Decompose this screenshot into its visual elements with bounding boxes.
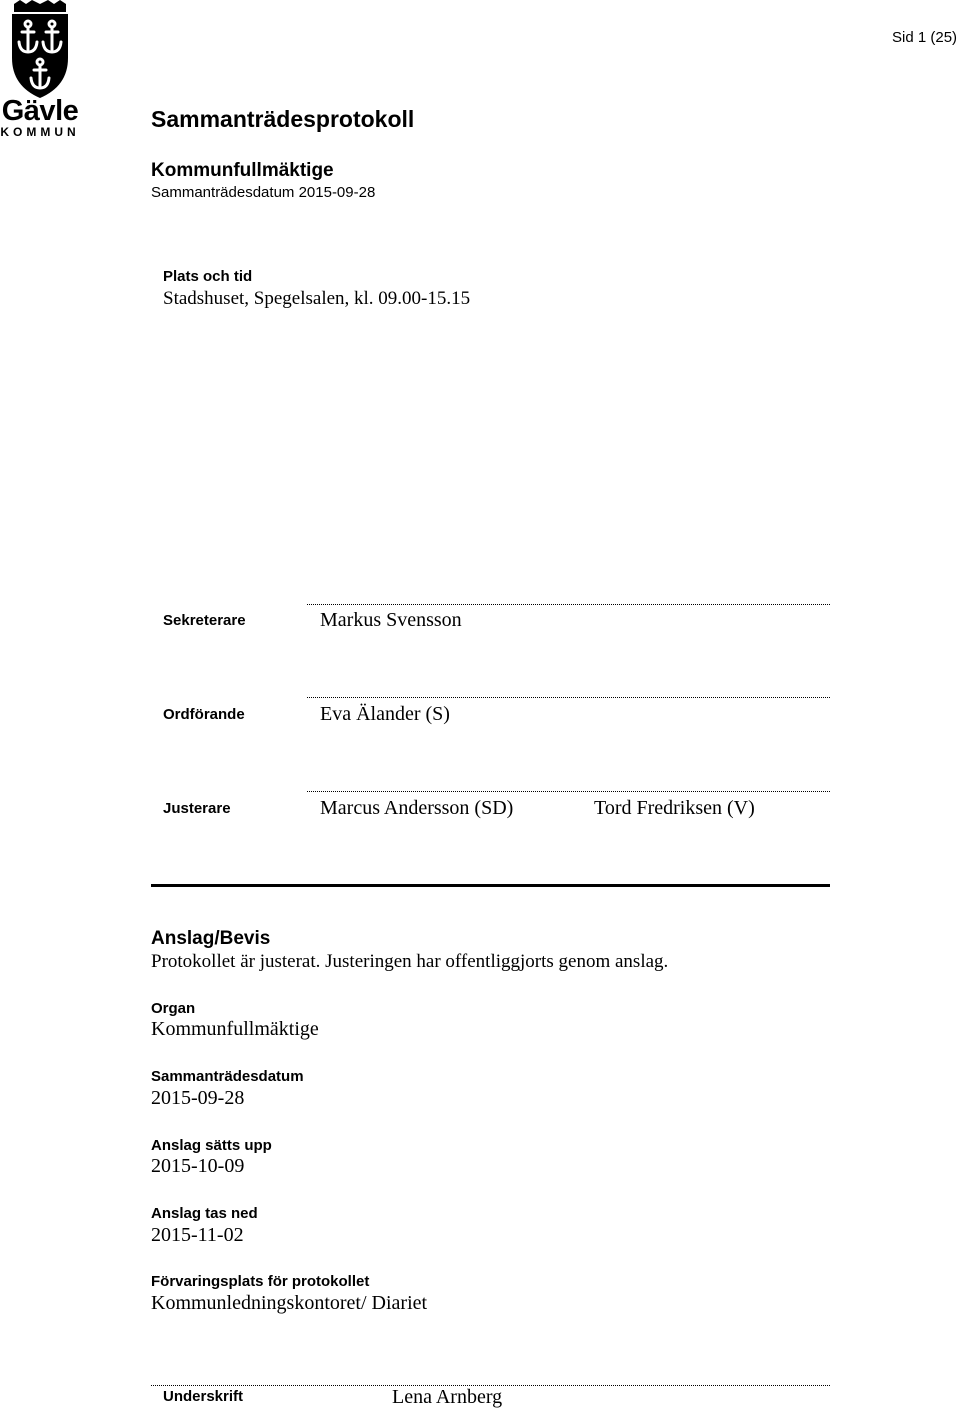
field-label-meeting-date: Sammanträdesdatum [151, 1068, 304, 1085]
signature-line-chair [307, 697, 830, 698]
signature-name: Lena Arnberg [392, 1386, 503, 1408]
field-label-posted: Anslag sätts upp [151, 1137, 272, 1154]
secretary-name: Markus Svensson [320, 609, 462, 631]
chair-label: Ordförande [163, 706, 245, 723]
field-value-removed: 2015-11-02 [151, 1224, 244, 1246]
field-value-organ: Kommunfullmäktige [151, 1018, 319, 1040]
section-divider [151, 884, 830, 887]
logo-subtitle: KOMMUN [0, 125, 80, 139]
page-title: Sammanträdesprotokoll [151, 106, 415, 132]
page-number: Sid 1 (25) [892, 29, 958, 46]
chair-name: Eva Älander (S) [320, 703, 450, 725]
adjusters-label: Justerare [163, 800, 231, 817]
adjuster-name-2: Tord Fredriksen (V) [594, 797, 755, 819]
notice-heading: Anslag/Bevis [151, 928, 271, 949]
field-value-storage: Kommunledningskontoret/ Diariet [151, 1292, 428, 1314]
secretary-label: Sekreterare [163, 612, 246, 629]
field-label-removed: Anslag tas ned [151, 1205, 258, 1222]
coat-of-arms-icon [10, 0, 70, 100]
adjuster-name-1: Marcus Andersson (SD) [320, 797, 514, 819]
notice-text: Protokollet är justerat. Justeringen har offentliggjorts genom anslag. [151, 951, 669, 972]
field-value-posted: 2015-10-09 [151, 1155, 245, 1177]
meeting-date-line: Sammanträdesdatum 2015-09-28 [151, 184, 376, 201]
signature-label: Underskrift [163, 1388, 244, 1405]
signature-line-secretary [307, 604, 830, 605]
field-label-storage: Förvaringsplats för protokollet [151, 1273, 370, 1290]
field-label-organ: Organ [151, 1000, 196, 1017]
logo-wordmark: Gävle [1, 95, 79, 127]
signature-line-adjusters [307, 791, 830, 792]
body-name: Kommunfullmäktige [151, 160, 334, 181]
field-value-meeting-date: 2015-09-28 [151, 1087, 245, 1109]
place-label: Plats och tid [163, 268, 253, 285]
gavle-logo [0, 0, 80, 142]
place-value: Stadshuset, Spegelsalen, kl. 09.00-15.15 [163, 288, 471, 309]
